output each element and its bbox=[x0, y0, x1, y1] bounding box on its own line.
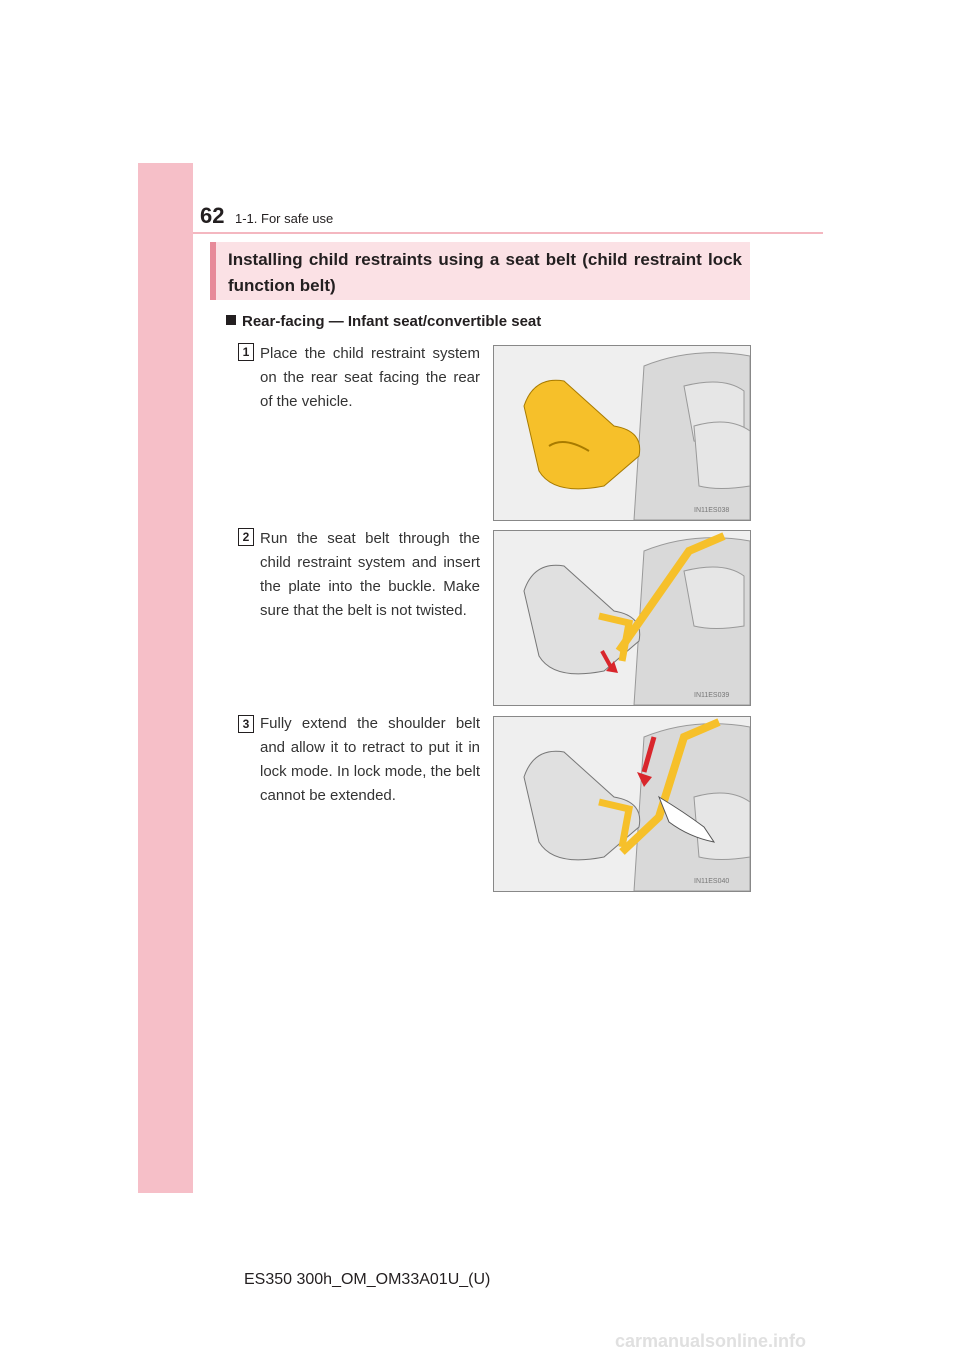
step-text-1: Place the child restraint system on the rear seat facing the rear of the vehicle. bbox=[260, 345, 480, 410]
car-seat-illustration bbox=[494, 531, 750, 705]
step-text-2: Run the seat belt through the child restraint system and insert the plate into the buckle. Make sure that the belt is not twisted. bbox=[260, 530, 480, 619]
car-seat-illustration bbox=[494, 346, 750, 520]
footer-code: ES350 300h_OM_OM33A01U_(U) bbox=[244, 1271, 491, 1288]
page-number: 62 bbox=[200, 203, 225, 228]
square-bullet-icon bbox=[226, 315, 236, 325]
step-number-3: 3 bbox=[238, 715, 254, 733]
section-title: 1-1. For safe use bbox=[235, 211, 334, 226]
page-title: Installing child restraints using a seat belt (child restraint lock function belt) bbox=[228, 250, 742, 295]
figure-code: IN11ES039 bbox=[694, 692, 730, 699]
step-number-2: 2 bbox=[238, 528, 254, 546]
car-seat-illustration bbox=[494, 717, 750, 891]
illustration-step-2 bbox=[493, 530, 751, 706]
side-band bbox=[138, 163, 193, 1193]
watermark-text: carmanualsonline.info bbox=[615, 1331, 807, 1351]
subheading-text: Rear-facing — Infant seat/convertible seat bbox=[242, 313, 542, 330]
step-number-1: 1 bbox=[238, 343, 254, 361]
illustration-step-1 bbox=[493, 345, 751, 521]
header-rule bbox=[193, 232, 823, 234]
watermark bbox=[615, 1330, 945, 1352]
title-box bbox=[210, 242, 750, 300]
step-text-3: Fully extend the shoulder belt and allow it to retract to put it in lock mode. In lock mode, the belt cannot be extended. bbox=[260, 715, 480, 804]
figure-code: IN11ES040 bbox=[694, 878, 730, 885]
illustration-step-3 bbox=[493, 716, 751, 892]
figure-code: IN11ES038 bbox=[694, 507, 730, 514]
subheading bbox=[226, 313, 541, 330]
